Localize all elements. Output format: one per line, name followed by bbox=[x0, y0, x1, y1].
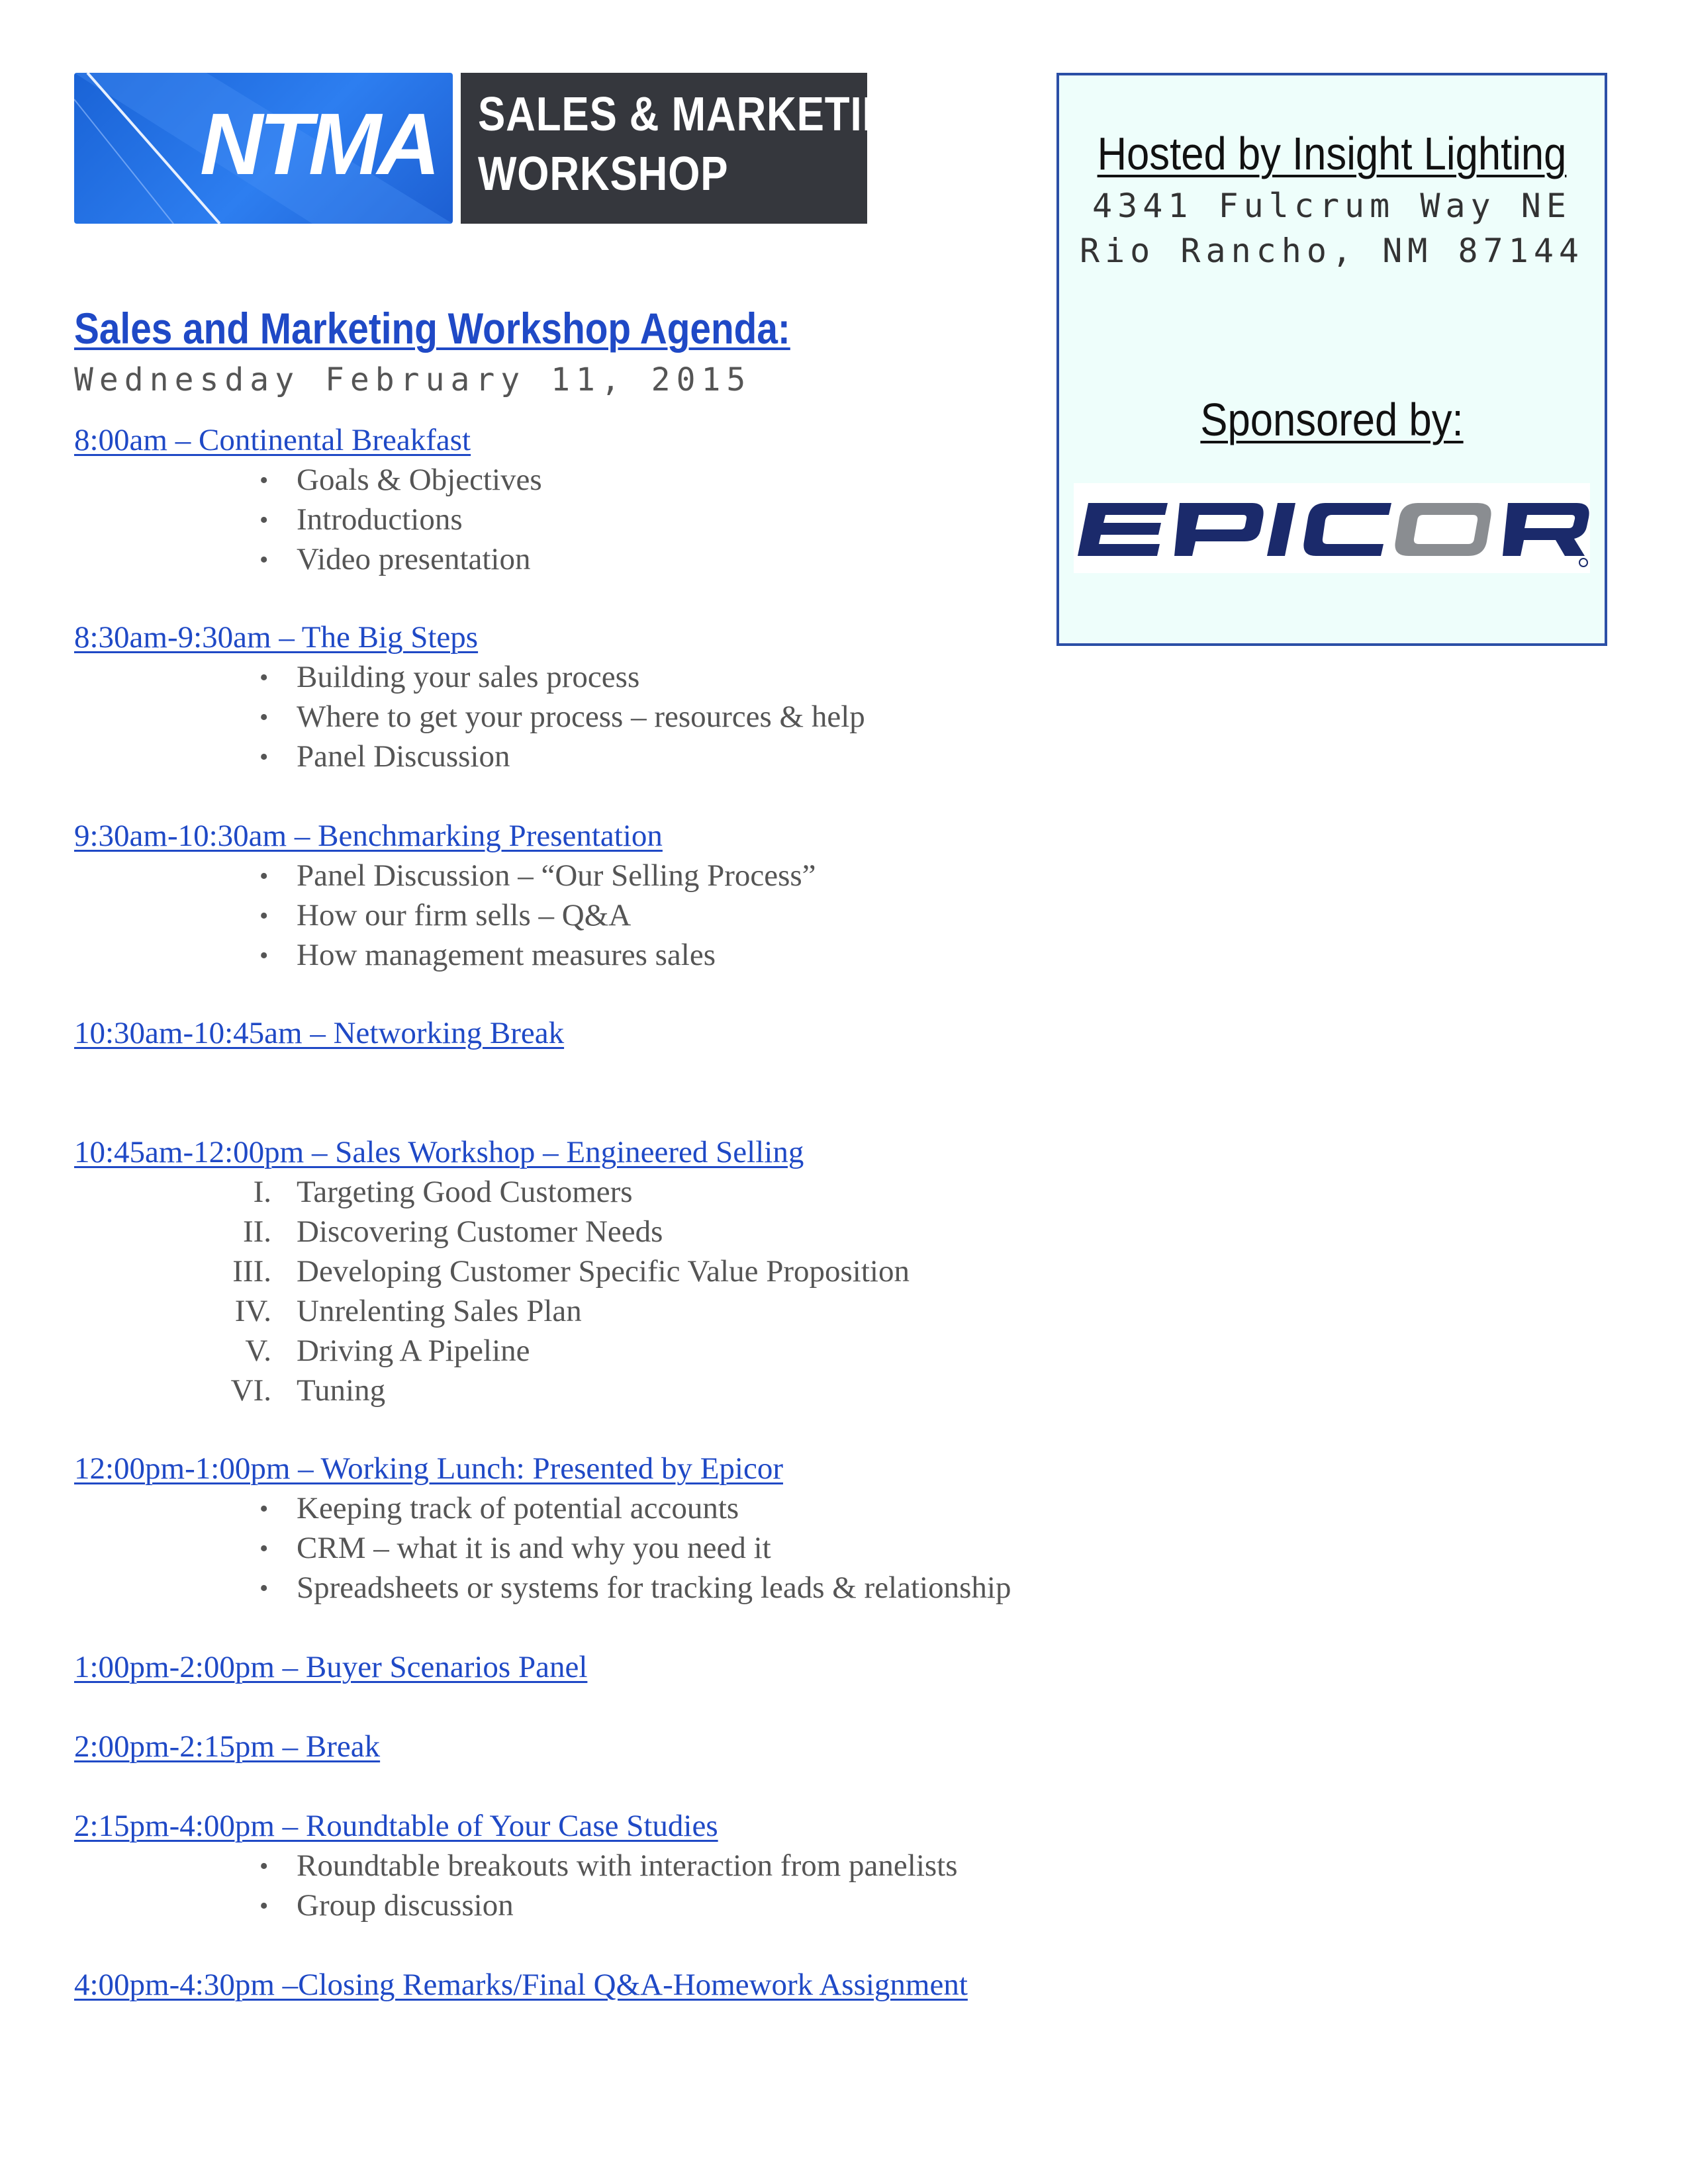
agenda-subitem: Panel Discussion bbox=[297, 739, 510, 774]
bullet-icon: • bbox=[259, 1495, 269, 1523]
agenda-subitem: Driving A Pipeline bbox=[297, 1334, 530, 1368]
epicor-logo bbox=[1074, 483, 1590, 573]
bullet-icon: • bbox=[259, 743, 269, 771]
ntma-logo bbox=[74, 73, 453, 224]
workshop-title-line2: WORKSHOP bbox=[478, 148, 729, 201]
agenda-subitem: Spreadsheets or systems for tracking leads & relationship bbox=[297, 1570, 1011, 1605]
agenda-subitem: Tuning bbox=[297, 1373, 386, 1408]
agenda-subitem: CRM – what it is and why you need it bbox=[297, 1531, 771, 1565]
agenda-subitem: Discovering Customer Needs bbox=[297, 1214, 663, 1249]
host-info-box bbox=[1056, 73, 1607, 646]
agenda-item-heading[interactable]: 10:30am-10:45am – Networking Break bbox=[74, 1016, 565, 1050]
bullet-icon: • bbox=[259, 546, 269, 574]
agenda-item-heading[interactable]: 2:00pm-2:15pm – Break bbox=[74, 1729, 381, 1764]
bullet-icon: • bbox=[259, 1574, 269, 1602]
host-address-line2: Rio Rancho, NM 87144 bbox=[1079, 232, 1585, 270]
agenda-subitem: Developing Customer Specific Value Proposition bbox=[297, 1254, 910, 1289]
epicor-logo-graphic bbox=[1074, 483, 1590, 573]
host-title: Hosted by Insight Lighting bbox=[1097, 128, 1567, 179]
bullet-icon: • bbox=[259, 704, 269, 731]
roman-numeral: II. bbox=[242, 1214, 271, 1249]
bullet-icon: • bbox=[259, 1852, 269, 1880]
bullet-icon: • bbox=[259, 942, 269, 970]
agenda-subitem: Video presentation bbox=[297, 542, 531, 576]
roman-numeral: VI. bbox=[230, 1373, 271, 1408]
roman-numeral: IV. bbox=[234, 1294, 271, 1328]
agenda-item-heading[interactable]: 8:30am-9:30am – The Big Steps bbox=[74, 620, 479, 655]
agenda-subitem: Roundtable breakouts with interaction from panelists bbox=[297, 1848, 958, 1883]
workshop-title-line1: SALES & MARKETING bbox=[478, 88, 925, 141]
agenda-item-heading[interactable]: 12:00pm-1:00pm – Working Lunch: Presented by Epicor bbox=[74, 1451, 783, 1486]
host-address-line1: 4341 Fulcrum Way NE bbox=[1092, 187, 1571, 225]
workshop-title-box bbox=[461, 73, 925, 224]
agenda-item-heading[interactable]: 4:00pm-4:30pm –Closing Remarks/Final Q&A-Homework Assignment bbox=[74, 1968, 968, 2002]
workshop-banner bbox=[74, 73, 925, 224]
agenda-subitem: Where to get your process – resources & help bbox=[297, 700, 865, 734]
agenda-date: Wednesday February 11, 2015 bbox=[74, 361, 752, 398]
bullet-icon: • bbox=[259, 664, 269, 692]
agenda-subitem: How our firm sells – Q&A bbox=[297, 898, 632, 933]
agenda-item-heading[interactable]: 8:00am – Continental Breakfast bbox=[74, 423, 471, 457]
agenda-item-heading[interactable]: 9:30am-10:30am – Benchmarking Presentation bbox=[74, 819, 663, 853]
agenda-item-heading[interactable]: 10:45am-12:00pm – Sales Workshop – Engineered Selling bbox=[74, 1135, 804, 1169]
agenda-subitem: How management measures sales bbox=[297, 938, 716, 972]
agenda-subitem: Keeping track of potential accounts bbox=[297, 1491, 739, 1525]
bullet-icon: • bbox=[259, 902, 269, 930]
bullet-icon: • bbox=[259, 1892, 269, 1920]
agenda-item-heading[interactable]: 2:15pm-4:00pm – Roundtable of Your Case Studies bbox=[74, 1809, 718, 1843]
agenda-subitem: Targeting Good Customers bbox=[297, 1175, 633, 1209]
agenda-subitem: Goals & Objectives bbox=[297, 463, 542, 497]
agenda-subitem: Introductions bbox=[297, 502, 463, 537]
ntma-logo-text: NTMA bbox=[200, 95, 437, 193]
roman-numeral: I. bbox=[253, 1175, 271, 1209]
agenda-subitem: Panel Discussion – “Our Selling Process” bbox=[297, 858, 816, 893]
bullet-icon: • bbox=[259, 506, 269, 534]
agenda-title: Sales and Marketing Workshop Agenda: bbox=[74, 304, 790, 353]
agenda-item-heading[interactable]: 1:00pm-2:00pm – Buyer Scenarios Panel bbox=[74, 1650, 588, 1684]
roman-numeral: V. bbox=[245, 1334, 271, 1368]
roman-numeral: III. bbox=[232, 1254, 271, 1289]
sponsor-title: Sponsored by: bbox=[1200, 394, 1464, 445]
bullet-icon: • bbox=[259, 862, 269, 890]
agenda-subitem: Group discussion bbox=[297, 1888, 514, 1923]
agenda-subitem: Building your sales process bbox=[297, 660, 640, 694]
bullet-icon: • bbox=[259, 467, 269, 494]
bullet-icon: • bbox=[259, 1535, 269, 1563]
agenda-subitem: Unrelenting Sales Plan bbox=[297, 1294, 582, 1328]
